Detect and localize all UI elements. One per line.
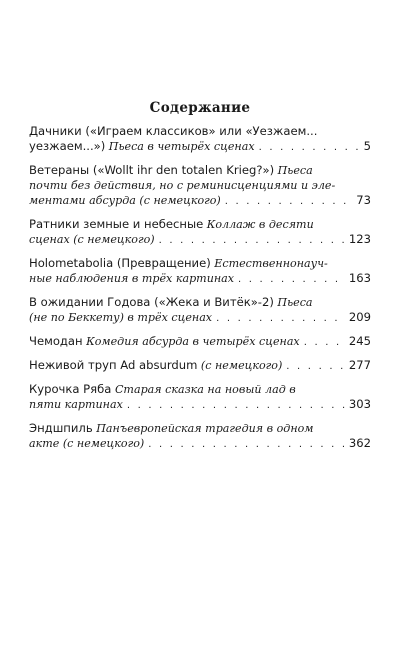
toc-entry-line (29, 271, 371, 287)
toc-entry-line (29, 310, 371, 326)
dot-leader (234, 272, 345, 287)
toc-entry-line (29, 436, 371, 452)
page-number: 303 (348, 397, 371, 411)
dot-leader (123, 398, 345, 413)
toc-entry-line (29, 421, 371, 436)
entry-title: Дачники (29, 124, 82, 138)
entry-title: Ратники земные и небесные (29, 217, 204, 231)
toc-entry-line (29, 382, 371, 397)
entry-genre: Коллаж в десяти (203, 218, 314, 231)
entry-subtitle: (Превращение) (113, 256, 211, 270)
page-number: 277 (348, 358, 371, 372)
toc-entry (29, 382, 371, 413)
entry-genre: (с немецкого) (197, 359, 283, 372)
dot-leader (155, 233, 345, 248)
toc-entry-line (29, 358, 371, 374)
toc-entry-line (29, 334, 371, 350)
toc-entry-line (29, 217, 371, 232)
toc-entry-line (29, 124, 371, 139)
page-number: 123 (348, 232, 371, 246)
entry-title: Ветераны (29, 163, 90, 177)
entry-genre: Панъевропейская трагедия в одном (92, 422, 314, 435)
table-of-contents (29, 124, 371, 460)
page-number: 73 (356, 193, 371, 207)
entry-genre: (не по Беккету) в трёх сценах (29, 311, 213, 324)
dot-leader (221, 194, 352, 209)
page-number: 362 (348, 436, 371, 450)
page-number: 5 (363, 139, 371, 153)
toc-entry (29, 421, 371, 452)
toc-heading: Содержание (149, 100, 251, 116)
dot-leader (144, 437, 345, 452)
toc-entry-line (29, 256, 371, 271)
entry-genre: Пьеса в четырёх сценах (105, 140, 255, 153)
toc-entry (29, 295, 371, 326)
toc-entry (29, 334, 371, 350)
toc-entry (29, 217, 371, 248)
entry-title: Holometabolia (29, 256, 114, 270)
entry-genre: пяти картинах (29, 398, 123, 411)
dot-leader (282, 359, 345, 374)
toc-entry-line (29, 163, 371, 178)
toc-entry-line (29, 232, 371, 248)
toc-entry-line (29, 397, 371, 413)
entry-genre: ментами абсурда (с немецкого) (29, 194, 221, 207)
toc-entry (29, 124, 371, 155)
entry-subtitle: уезжаем...») (29, 139, 106, 153)
entry-genre: почти без действия, но с реминисценциями и эле- (29, 179, 336, 192)
entry-genre: Старая сказка на новый лад в (111, 383, 296, 396)
dot-leader (212, 311, 345, 326)
entry-genre: Пьеса (274, 164, 313, 177)
toc-entry (29, 256, 371, 287)
entry-genre: Комедия абсурда в четырёх сценах (82, 335, 300, 348)
entry-title: Курочка Ряба (29, 382, 112, 396)
page-number: 209 (348, 310, 371, 324)
toc-entry-line (29, 193, 371, 209)
book-page (29, 0, 371, 650)
entry-subtitle: («Играем классиков» или «Уезжаем... (81, 124, 318, 138)
entry-title: Чемодан (29, 334, 83, 348)
entry-title: Неживой труп Ad absurdum (29, 358, 198, 372)
toc-entry (29, 358, 371, 374)
dot-leader (300, 335, 345, 350)
page-number: 245 (348, 334, 371, 348)
entry-genre: сценах (с немецкого) (29, 233, 155, 246)
entry-title: Эндшпиль (29, 421, 93, 435)
dot-leader (255, 140, 360, 155)
page-number: 163 (348, 271, 371, 285)
entry-title: В ожидании Годова (29, 295, 151, 309)
entry-genre: акте (с немецкого) (29, 437, 145, 450)
toc-entry (29, 163, 371, 209)
entry-subtitle: («Жека и Витёк»-2) (150, 295, 274, 309)
entry-genre: ные наблюдения в трёх картинах (29, 272, 235, 285)
toc-entry-line (29, 139, 371, 155)
toc-entry-line (29, 295, 371, 310)
toc-entry-line (29, 178, 371, 193)
entry-genre: Естественнонауч- (210, 257, 328, 270)
entry-genre: Пьеса (273, 296, 313, 309)
entry-subtitle: («Wollt ihr den totalen Krieg?») (89, 163, 275, 177)
